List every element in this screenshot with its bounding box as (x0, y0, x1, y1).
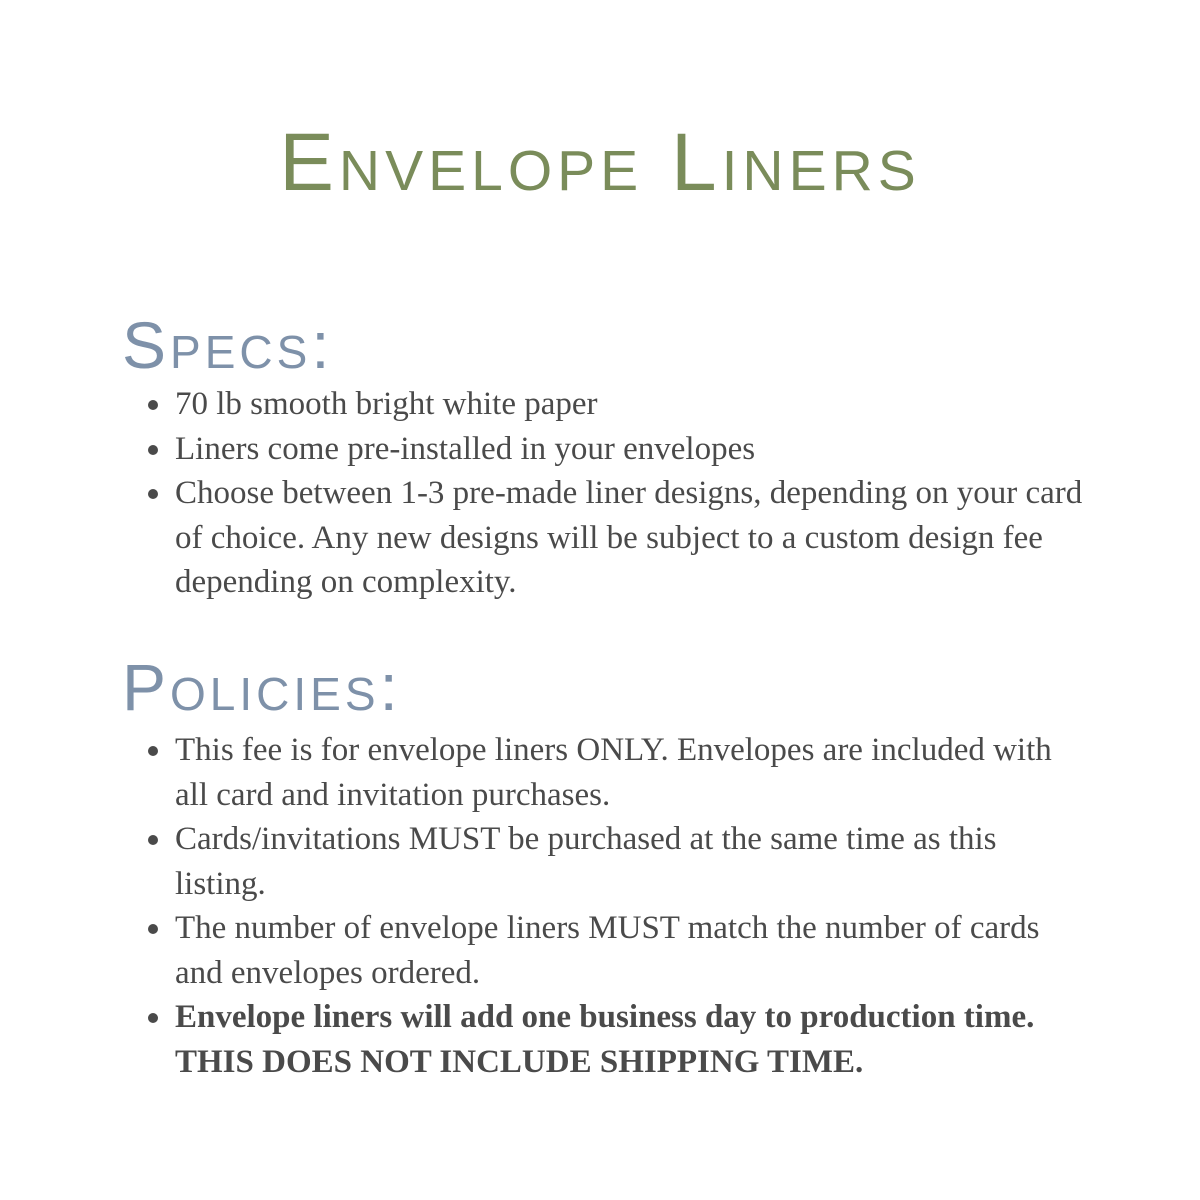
policies-list (148, 728, 1083, 1084)
specs-item-text: Liners come pre-installed in your envelopes (175, 430, 756, 467)
policies-item (148, 906, 1083, 995)
bullet-icon (148, 924, 158, 934)
page-title: Envelope Liners (279, 117, 921, 208)
specs-item-text: 70 lb smooth bright white paper (175, 386, 598, 422)
policies-heading: Policies: (122, 650, 402, 724)
policies-item-text: Envelope liners will add one business day to production time. THIS DOES NOT INCLUDE SHIPPING TIME. (175, 999, 1035, 1080)
specs-list (148, 382, 1083, 605)
bullet-icon (148, 400, 158, 410)
bullet-icon (148, 835, 158, 845)
bullet-icon (148, 1013, 158, 1023)
specs-item (148, 427, 1083, 472)
specs-item (148, 471, 1083, 605)
policies-item-text: This fee is for envelope liners ONLY. Envelopes are included with all card and invitation purchases. (175, 732, 1052, 813)
policies-item-text: The number of envelope liners MUST match the number of cards and envelopes ordered. (175, 910, 1040, 991)
specs-item (148, 382, 1083, 427)
policies-item-emphasized (148, 995, 1083, 1084)
bullet-icon (148, 489, 158, 499)
bullet-icon (148, 445, 158, 455)
policies-item (148, 817, 1083, 906)
policies-item-text: Cards/invitations MUST be purchased at the same time as this listing. (175, 821, 997, 902)
specs-item-text: Choose between 1-3 pre-made liner designs, depending on your card of choice. Any new designs will be subject to a custom design fee depending on complexity. (175, 475, 1083, 600)
bullet-icon (148, 746, 158, 756)
policies-item (148, 728, 1083, 817)
specs-heading: Specs: (122, 308, 334, 382)
